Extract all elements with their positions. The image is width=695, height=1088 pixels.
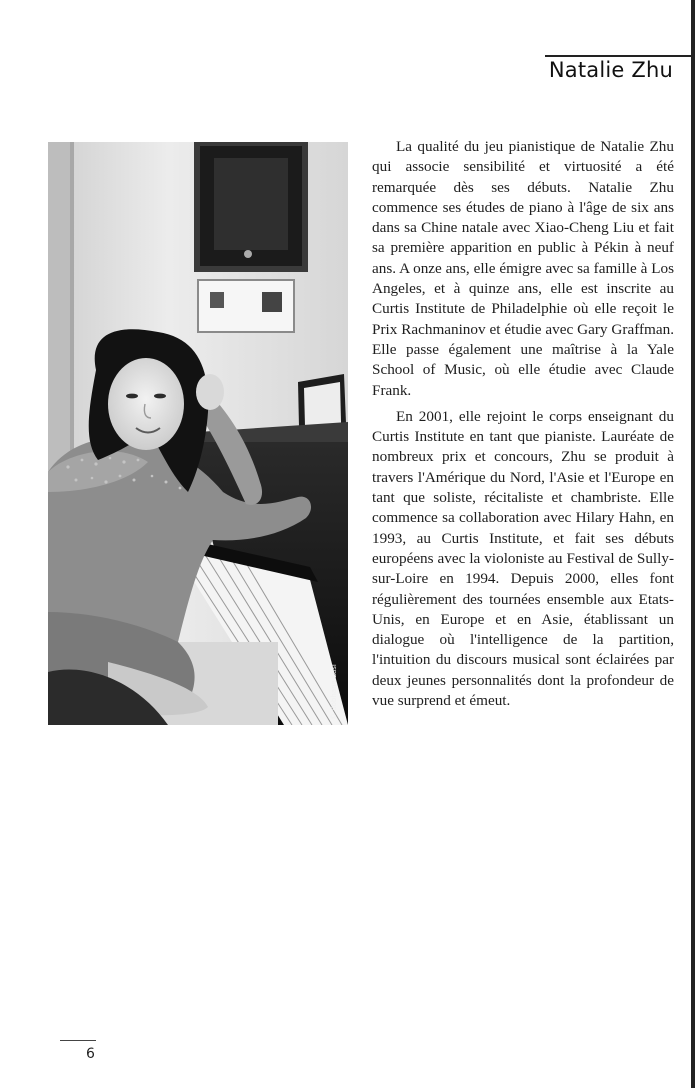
bio-paragraph-2: En 2001, elle rejoint le corps enseignant du Curtis Institute en tant que pianiste. Lauréate de nombreux prix et concours, Zhu se produit à travers l'Amérique du Nord, l'Asie et l'Europe en tant que soliste, récitaliste et chambriste. Elle commence sa collaboration avec Hilary Hahn, en 1993, au Curtis Institute, et fait ses débuts européens avec la violoniste au Festival de Sully-sur-Loire en 1994. Depuis 2000, elles font régulièrement des tournées ensemble aux Etats-Unis, en Europe et en Asie, établissant un dialogue où l'intelligence de la partition, l'intuition du discours musical sont éclairées par deux jeunes personnalités dont la profondeur de vue surprend et émeut. bbox=[372, 407, 674, 710]
photo-credit: © Sobhana Lusi bbox=[330, 664, 338, 720]
header-rule bbox=[545, 55, 695, 57]
portrait-photo bbox=[48, 142, 348, 725]
footer-rule bbox=[60, 1040, 96, 1041]
biography-text bbox=[372, 137, 674, 717]
page-edge bbox=[691, 0, 695, 1088]
page-number: 6 bbox=[86, 1046, 95, 1062]
bio-paragraph-1: La qualité du jeu pianistique de Natalie Zhu qui associe sensibilité et virtuosité a été remarquée dès ses débuts. Natalie Zhu commence ses études de piano à l'âge de six ans dans sa Chine natale avec Xiao-Cheng Liu et fait sa première apparition en public à Pékin à neuf ans. A onze ans, elle émigre avec sa famille à Los Angeles, et à quinze ans, elle est inscrite au Curtis Institute de Philadelphie où elle reçoit le Prix Rachmaninov et étudie avec Gary Graffman. Elle passe également une maîtrise à la Yale School of Music, où elle étudie avec Claude Frank. bbox=[372, 138, 674, 399]
page-title: Natalie Zhu bbox=[548, 58, 673, 82]
